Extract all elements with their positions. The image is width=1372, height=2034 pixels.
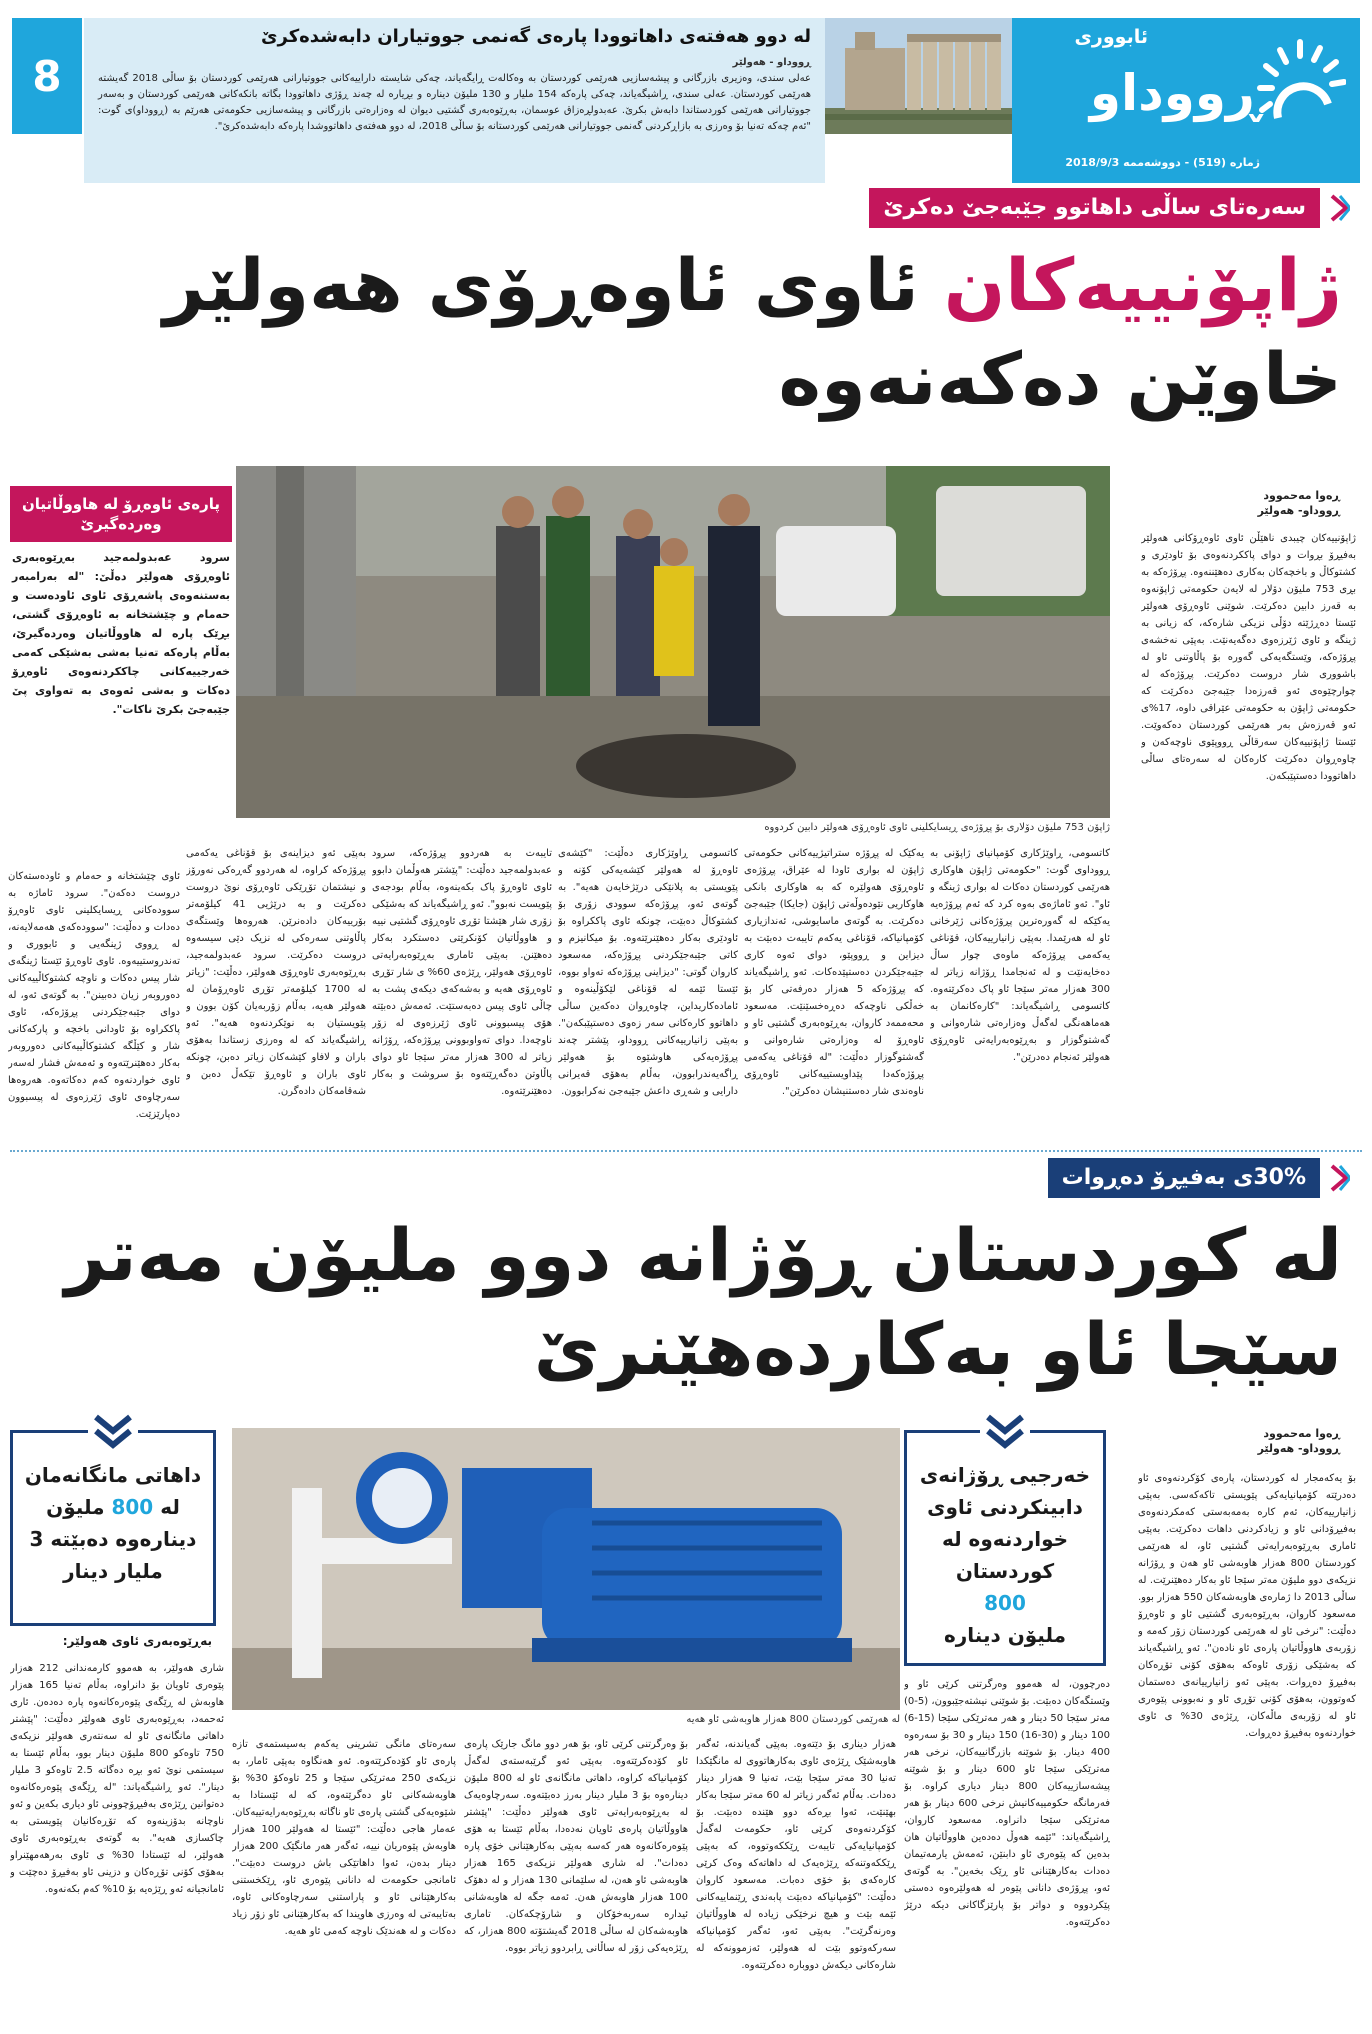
chevron-down-icon — [980, 1411, 1030, 1453]
story2-byline — [1190, 1426, 1340, 1456]
kicker-arrow-icon — [1320, 188, 1358, 228]
story1-col-5: تایبەت بە هەردوو پڕۆژەکە، سرود عەبدولمەجید دەڵێت: "پێشتر هەوڵمان دابوو ئاوی ئاوەڕۆ پاک بکەینەوە، بەڵام بودجەی پێویست نەبوو". ئەو ڕاشیگەیاند کە بەشێکی زۆری شار هێشتا تۆڕی ئاوەڕۆی گشتیی نییە و هاووڵاتیان کۆنکرێتی دەستکرد بەکار دەهێنن. بەپێی ئاماری بەڕێوەبەرایەتی ئاوەڕۆی هەولێر، ڕێژەی 60% ی شار تۆڕی ئاوەڕۆی هەیە و بەشەکەی دیکەی پشت بە چاڵی ئاوی پیس دەبەستێت. ئەمەش دەبێتە هۆی پیسبوونی ئاوی ژێرزەوی لە زۆر ناوچەدا. دوای تەواوبوونی پڕۆژەکە، ڕۆژانە زیاتر لە 300 هەزار مەتر سێجا ئاو دوای پاڵاوتن دەگەڕێتەوە بۆ سروشت و بەکار دەهێنرێتەوە. — [372, 848, 552, 1097]
story1-byline-name: ڕەوا مەحموود — [1263, 489, 1340, 502]
story2-col-3: هەزار دیناری بۆ دێتەوە. بەپێی گەیاندنە، ئەگەر هاوبەشێک ڕێژەی ئاوی بەکارهاتووی لە مانگێکدا تەنیا 30 مەتر سێجا بێت، تەنیا 9 هەزار دینار دەدات. بەڵام ئەگەر زیاتر لە 60 مەتر سێجا بەکار بهێنێت، ئەوا بڕەکە دوو هێندە دەبێت. بۆ کۆکردنەوەی کرێی ئاو، حکومەت لەگەڵ کۆمپانیایەکی تایبەت ڕێککەوتووە، کە بەپێی ڕێککەوتنەکە ڕێژەیەک لە داهاتەکە وەک کرێی کارەکەی بۆ خۆی دەبات. مەسعود کاروان دەڵێت: "کۆمپانیاکە دەبێت پابەندی ڕێنماییەکانی ئێمە بێت و هیچ نرخێکی زیادە لە هاووڵاتیان وەرنەگرێت". بەپێی ئەو، ئەگەر کۆمپانیاکە سەرکەوتوو بێت لە هەولێر، ئەزموونەکە لە شارەکانی دیکەش دووبارە دەکرێتەوە. — [696, 1739, 896, 1971]
story1-headline-rest: ئاوی ئاوەڕۆی هەولێر — [163, 243, 919, 327]
story1-photo-workers — [236, 466, 1110, 818]
story1-col-7: ئاوی چێشتخانە و حەمام و ئاودەستەکان دروست دەکەن". سرود ئاماژە بە سوودەکانی ڕیسایکلینی ئاوی ئاوەڕۆ دەدات و دەڵێت: "سوودەکەی هەمەلایەنە، لە ڕووی ژینگەیی و ئابووری و تەندروستییەوە. ئاوی ئاوەڕۆ ئێستا ژینگەی شار پیس دەکات و ناوچە کشتوکاڵییەکانی دەوروبەر زیان دەبینن". بە گوتەی ئەو، لە دوای جێبەجێکردنی پڕۆژەکە، ئاوی پاککراوە بۆ ئاودانی باخچە و پارکەکانی شار و کێڵگە کشتوکاڵییەکانی دەوروبەر بەکار دەهێنرێتەوە و ئەمەش فشار لەسەر ئاوی خواردنەوە کەم دەکاتەوە. هەروەها سەرچاوەی ئاوی ژێرزەوی لە پیسبوون دەپارێزێت. — [8, 871, 180, 1120]
story2-callout-monthly-revenue — [10, 1430, 216, 1626]
story2-col-2: دەرچوون، لە هەموو وەرگرتنی کرێی ئاو و وێستگەکان دەبێت. بۆ شوێنی نیشتەجێبوون، (5-0) مەتر سێجا 50 دینار و هەر مەترێکی سێجا (15-6) 100 دینار و (30-16) 150 دینار و 30 بۆ سەرەوە 400 دینار. بۆ شوێنە بازرگانییەکان، نرخی هەر مەترێکی سێجا ئاو 600 دینار و بۆ شوێنە پیشەسازییەکان 800 دینار دیاری کراوە. بۆ فەرمانگە حکومییەکانیش نرخی 600 دینار بۆ هەر مەترێکی سێجا دانراوە. مەسعود کاروان، ڕاشیگەیاند: "ئێمە هەوڵ دەدەین هاووڵاتیان هان بدەین کە پێوەری ئاو دابنێن، ئەمەش یارمەتیمان دەدات بەکارهێنانی ئاو ڕێک بخەین". بە گوتەی ئەو، پڕۆژەی دانانی پێوەر لە هەولێرەوە دەستی پێکردووە و دواتر بۆ پارێزگاکانی دیکە درێژ دەکرێتەوە. — [904, 1679, 1110, 1928]
teaser-box — [84, 18, 825, 183]
callout-left-number: 800 — [111, 1495, 154, 1519]
teaser-title: لە دوو هەفتەی داهاتوودا پارەی گەنمی جووتیاران دابەشدەکرێ — [261, 26, 811, 47]
masthead — [6, 18, 1366, 183]
story1-col-6: بەپێی ئەو دیزاینەی بۆ قۆناغی یەکەمی پڕۆژەکە کراوە، لە هەردوو گەڕەکی نەورۆز و نیشتمان تۆڕێکی ئاوەڕۆی نوێ دروست دەکرێت و بە درێژیی 41 کیلۆمەتر بۆرییەکان دادەنرێن. هەروەها وێستگەی پاڵاوتنی سەرەکی لە نزیک دێی سیسەوە دروست دەکرێت. سرود عەبدولمەجید، بەڕێوەبەری ئاوەڕۆی هەولێر، دەڵێت: "زیاتر لە 1700 کیلۆمەتر تۆڕی ئاوەڕۆمان لە هەولێر هەیە، بەڵام زۆربەیان کۆن بوون و پێویستیان بە نوێکردنەوە هەیە". ئەو ڕاشیگەیاند کە لە وەرزی زستاندا بەهۆی باران و لافاو کێشەکان زیاتر دەبن، چونکە ئاوی باران و ئاوەڕۆ تێکەڵ دەبن و شەقامەکان دادەگرن. — [186, 848, 366, 1097]
callout-left-line2-pre: لە — [160, 1495, 180, 1519]
chevron-down-icon — [88, 1411, 138, 1453]
story1-photo-caption: ژاپۆن 753 ملیۆن دۆلاری بۆ پڕۆژەی ڕیسایکلینی ئاوی ئاوەڕۆی هەولێر دابین کردووە — [764, 822, 1110, 833]
callout-left-line2-post: ملیۆن — [46, 1495, 105, 1519]
story1-headline-red: ژاپۆنییەکان — [943, 243, 1342, 327]
story2-kicker-text: 30%ی بەفیڕۆ دەڕوات — [1048, 1158, 1320, 1198]
callout-left-source: بەڕێوەبەری ئاوی هەولێر: — [62, 1634, 212, 1648]
story1-col-2: کاتسومی، ڕاوێژکاری کۆمپانیای ژاپۆنی بە ڕووداوی گوت: "حکومەتی ژاپۆن هاوکاری هەرێمی کوردستان دەکات لە بواری ژینگە و ئاو". ئەو ئاماژەی بەوە کرد کە ئەم پڕۆژەیە یەکێکە لە گەورەترین پڕۆژەکانی ژێرخانی ئاو لە هەرێمدا. بەپێی زانیارییەکان، قۆناغی یەکەمی پڕۆژەکە ماوەی چوار ساڵ دەخایەنێت و لە ئەنجامدا ڕۆژانە زیاتر لە 300 هەزار مەتر سێجا ئاو پاک دەکرێتەوە. کاتسومی ڕاشیگەیاند: "کارەکانمان بە هەماهەنگی لەگەڵ وەزارەتی شارەوانی و گەشتوگوزار و بەڕێوەبەرایەتی ئاوەڕۆی هەولێر ئەنجام دەدرێن". — [930, 848, 1110, 1063]
story1-headline — [42, 238, 1342, 426]
story2-col-5: سەرەتای مانگی تشرینی یەکەم بەسیستمەی تازە پارەی ئاو کۆدەکرێتەوە. ئەو هەنگاوە بەپێی ئامار، بە نزیکەی 250 مەترێکی سێجا و 25 تاوەکۆ 30% بۆ هاوبەشەکانی ئاو دەگرێتەوە، کە لە ئێستادا بە شێوەیەکی گشتی پارەی ئاو ناگاتە بەڕێوەبەرایەتییەکان. عەمار هاجی دەڵێت: "ئێستا لە هەولێر 100 هەزار هاوبەش پێوەریان نییە، ئەگەر هەر مانگێک 200 هەزار دینار بدەن، ئەوا داهاتێکی باش دروست دەبێت". ئامانجی حکومەت لە دانانی پێوەری ئاو، ڕێکخستنی بەکارهێنانی ئاو و پاراستنی سەرچاوەکانی ئاوە، بەتایبەتی لە وەرزی هاویندا کە بەکارهێنانی ئاو زۆر زیاد دەکات و لە هەندێک ناوچە کەمی ئاو هەیە. — [232, 1739, 456, 1937]
story2-col-1: بۆ یەکەمجار لە کوردستان، پارەی کۆکردنەوەی ئاو دەدرێتە کۆمپانیایەکی پێویستی تاکەکەسی. بەپێی زانیارییەکان، ئەم کارە بەمەبەستی کەمکردنەوەی بەفیڕۆدانی ئاو و زیادکردنی داهات دەکرێت. بەپێی ئاماری بەڕێوەبەرایەتی گشتیی ئاو، لە هەرێمی کوردستان 800 هەزار هاوبەشی ئاو هەن و ڕۆژانە نزیکەی دوو ملیۆن مەتر سێجا ئاو بەکار دەهێنرێت. لە ساڵی 2013 دا ژمارەی هاوبەشەکان 550 هەزار بوو. مەسعود کاروان، بەڕێوەبەری گشتیی ئاو و ئاوەڕۆ دەڵێت: "نرخی ئاو لە هەرێمی کوردستان زۆر کەمە و زۆربەی هاووڵاتیان پارەی ئاو نادەن". ئەو ڕاشیگەیاند کە بەشێکی زۆری ئاوەکە بەهۆی کۆنی تۆڕەکان بەفیڕۆ دەڕوات. بەپێی ئەو زانیارییانەی دەستمان کەوتوون، بەهۆی کۆنی تۆڕی ئاو و نەبوونی پێوەری ئاو لە زۆربەی ماڵەکان، ڕێژەی 30% ی ئاوی خواردنەوە بەفیڕۆ دەڕوات. — [1138, 1473, 1356, 1739]
teaser-body: عەلی سندی، وەزیری بازرگانی و پیشەسازیی هەرێمی کوردستان بە وەکالەت ڕایگەیاند، چەکی شایستە داراییەکانی جووتیارانی هەرێمی کوردستان بۆ ساڵی 2018 گەیشتە هەرێمی کوردستان. عەلی سندی، ڕاشیگەیاند، چەکی پارەکە 154 ملیار و 130 ملیۆن دینارە و بڕیارە لە چەند ڕۆژی داهاتوودا بگاتە بانکەکانی هەرێمی کوردستان و بەسەر جووتیارانی هەرێمی کوردستاندا دابەش بکرێ. عەبدولڕەزاق عوسمان، بەڕێوەبەری گشتیی دیوان لە وەزارەتی بازرگانی و پیشەسازیی حکومەتی هەرێم بە (ڕووداو)ی گوت: "ئەم چەکە تەنیا بۆ وەرزی بە بازاڕکردنی گەنمی جووتیارانی هەرێمی کوردستانە بۆ ساڵی 2018، لە دوو هەفتەی داهاتووشدا پارەکە دابەشدەکرێ". — [98, 73, 812, 132]
callout-left-line3: دینارەوە دەبێتە 3 — [29, 1527, 197, 1551]
story2-photo-caption: لە هەرێمی کوردستان 800 هەزار هاوبەشی ئاو هەیە — [686, 1714, 900, 1725]
story2-callout-daily-cost — [904, 1430, 1106, 1666]
brand-logo-box — [1012, 18, 1360, 183]
logo-wordmark: ڕووداو — [1089, 64, 1260, 122]
story1-sidebar-body: سرود عەبدولمەجید بەڕێوەبەری ئاوەڕۆی هەولێر دەڵێ: "لە بەرامبەر بەستنەوەی پاشەڕۆی ئاوی ئاودەست و حەمام و چێشتخانە بە ئاوەڕۆی گشتی، بڕێک پارە لە هاووڵاتیان وەردەگیرێ، بەڵام پارەکە تەنیا بەشی بەشێکی کەمی خەرجییەکانی چاککردنەوەی ئاوەڕۆ دەکات و بەشی ئەوەی بە تەواوی پێ جێبەجێ بکرێ ناکات". — [12, 551, 230, 716]
story2-headline-line2: سێجا ئاو بەکاردەهێنرێ — [533, 1307, 1342, 1391]
section-tag: ئابووری — [1074, 26, 1148, 48]
story-divider — [10, 1150, 1362, 1152]
story1-headline-line1 — [42, 238, 1342, 332]
sun-logo-icon — [1256, 34, 1346, 124]
story1-col-1: ژاپۆنییەکان چیبدی ناهێڵن ئاوی ئاوەڕۆکانی هەولێر بەفیڕۆ بڕوات و دوای پاککردنەوەی بۆ ئاودێری و کشتوکاڵ و باخچەکان بەکاری دەهێننەوە. پڕۆژەکە بە بڕی 753 ملیۆن دۆلار لە لایەن حکومەتی ژاپۆنەوە بە قەرز دابین دەکرێت. شوێنی ئاوەڕۆی هەولێر ئێستا دەڕژێتە دۆڵی نزیکی شارەکە، کە زیانی بە ژینگە و ئاوی ژێرزەوی دەگەیەنێت. بەپێی نەخشەی پڕۆژەکە، وێستگەیەکی گەورە بۆ پاڵاوتنی ئاو لە باشووری شار دروست دەکرێت. پڕۆژەکە لە چوارچێوەی ئەو قەرزەدا جێبەجێ دەکرێت کە حکومەتی ژاپۆن بە حکومەتی عێراقی داوە، 17%ی ئەو قەرزەش بەر هەرێمی کوردستان دەکەوێت. ئێستا ژاپۆنییەکان سەرقاڵی ڕووپێوی ناوچەکەن و چاوەڕوان دەکرێت کارەکان لە سەرەتای ساڵی داهاتوودا دەستپێبکەن. — [1141, 533, 1356, 782]
callout-right-number: 800 — [984, 1591, 1026, 1615]
story2-photo-water-pump — [232, 1428, 900, 1710]
story2-byline-place: ڕووداو- هەولێر — [1257, 1442, 1340, 1455]
story1-col-4: کاتسومی ڕاوێژکاری دەڵێت: "کێشەی ئاوەڕۆ لە هەولێر کێشەیەکی کۆنە و پێویستی بە پلانێکی درێژخایەن هەیە". بە گوتەی ئەو، پڕۆژەکە سوودی زۆری بۆ کشتوکاڵ دەبێت، چونکە ئاوی پاککراوە بۆ ئاودێری بەکار دەهێنرێتەوە. بۆ میکانیزم و کاتی جێبەجێکردنی پڕۆژەکە، مەسعود کاروان گوتی: "دیزاینی پڕۆژەکە تەواو بووە، ئێستا ئێمە لە قۆناغی لێکۆڵینەوە و ئامادەکاریداین، چاوەڕوان دەکەین ساڵی داهاتوو کارەکانی سەر زەوی دەستپێبکەن". بەپێی زانیارییەکانی ڕووداو، پێشتر چەند پڕۆژەیەکی هاوشێوە بۆ هەولێر ڕاگەیەندرابوون، بەڵام بەهۆی قەیرانی دارایی و شەڕی داعش جێبەجێ نەکرابوون. — [558, 848, 738, 1097]
callout-right-line2: دابینکردنی ئاوی — [927, 1495, 1083, 1519]
teaser-photo-silos — [825, 18, 1012, 134]
story1-sidebar-head: پارەی ئاوەڕۆ لە هاووڵاتیان وەردەگیرێ — [10, 486, 232, 542]
callout-right-line1: خەرجیی ڕۆژانەی — [919, 1463, 1091, 1487]
story2-col-6: شاری هەولێر، بە هەموو کارمەندانی 212 هەزار پێوەری ئاویان بۆ دانراوە، بەڵام تەنیا 165 هەزار هاوبەش لە ڕێگەی پێوەرەکانەوە پارە دەدەن. ئاری ئەحمەد، بەڕێوەبەری ئاوی هەولێر دەڵێت: "پێشتر داهاتی مانگانەی ئاو لە سەنتەری هەولێر نزیکەی 750 تاوەکو 800 ملیۆن دینار بوو، بەڵام ئێستا بە سیستمی نوێ ئەو بڕە دەگاتە 2.5 تاوەکو 3 ملیار دینار". ئەو ڕاشیگەیاند: "لە ڕێگەی پێوەرەکانەوە دەتوانین ڕێژەی بەفیڕۆچوونی ئاو دیاری بکەین و ئەو ناوچانە بدۆزینەوە کە تۆڕەکانیان پێویستی بە چاکسازی هەیە". بە گوتەی بەڕێوەبەری ئاوی هەولێر، لە ئێستادا 30% ی ئاوی بەرهەمهێنراو بەهۆی کۆنی تۆڕەکان و دزینی ئاو بەفیڕۆ دەچێت و ئامانجیانە ئەو ڕێژەیە بۆ 10% کەم بکەنەوە. — [10, 1663, 224, 1895]
callout-right-line3: خواردنەوە لە — [941, 1527, 1069, 1551]
teaser-byline: ڕووداو - هەولێر — [732, 57, 811, 68]
callout-left-line4: ملیار دینار — [63, 1559, 163, 1583]
story2-headline-line1: لە کوردستان ڕۆژانە دوو ملیۆن مەتر — [64, 1213, 1342, 1297]
story1-byline — [1190, 488, 1340, 518]
story1-byline-place: ڕووداو- هەولێر — [1257, 504, 1340, 517]
callout-right-line4: کوردستان — [955, 1559, 1055, 1583]
story1-col-3: یەکێک لە پڕۆژە ستراتیژییەکانی حکومەتی ژاپۆن لە بواری ئاودا لە عێراق، پڕۆژەی ئاوەڕۆی هەولێرە کە بە هاوکاری بانکی هاوکاریی نێودەوڵەتی ژاپۆن (جایکا) جێبەجێ دەکرێت. بە گوتەی ماسایوشی، ئەندازیاری کۆمپانیاکە، قۆناغی یەکەم تایبەت دەبێت بە دیزاین و ڕووپێو، دوای ئەوە کاری جێبەجێکردن دەستپێدەکات. ئەو ڕاشیگەیاند کە پڕۆژەکە 5 هەزار دەرفەتی کار بۆ خەڵکی ناوچەکە دەڕەخسێنێت. مەسعود محەممەد کاروان، بەڕێوەبەری گشتیی ئاو و ئاوەڕۆ لە وەزارەتی شارەوانی و گەشتوگوزار دەڵێت: "لە قۆناغی یەکەمی پڕۆژەکەدا پێداویستییەکانی ئاوەڕۆی ناوەندی شار دەستنیشان دەکرێن". — [744, 848, 924, 1097]
story2-col-4: بۆ وەرگرتنی کرێی ئاو، بۆ هەر دوو مانگ جارێک پارەی ئاو کۆدەکرێتەوە. بەپێی ئەو گرێبەستەی لەگەڵ کۆمپانیاکە کراوە، داهاتی مانگانەی ئاو لە 800 ملیۆن دینارەوە بۆ 3 ملیار دینار بەرز دەبێتەوە. سەرچاوەیەک لە بەڕێوەبەرایەتی ئاوی هەولێر دەڵێت: "پێشتر هاووڵاتیان پارەی ئاویان نەدەدا، بەڵام ئێستا بە هۆی پێوەرەکانەوە هەر کەسە بەپێی بەکارهێنانی خۆی پارە دەدات". لە شاری هەولێر نزیکەی 165 هەزار هاوبەشی ئاو هەن، لە سلێمانی 130 هەزار و لە دهۆک 100 هەزار هاوبەش هەن. ئەمە جگە لە هاوبەشانی ئیدارە سەربەخۆکان و شارۆچکەکان. تاماری هاوبەشەکان لە ساڵی 2018 گەیشتۆتە 800 هەزار، کە ڕێژەیەکی زۆر لە ساڵانی ڕابردوو زیاتر بووە. — [464, 1739, 688, 1954]
story2-headline — [42, 1208, 1342, 1396]
story1-kicker-text: سەرەتای ساڵی داهاتوو جێبەجێ دەکرێ — [869, 188, 1320, 228]
callout-left-line2 — [23, 1491, 203, 1523]
callout-left-line1: داهاتی مانگانەمان — [24, 1463, 202, 1487]
page-number: 8 — [12, 18, 82, 134]
kicker-arrow-icon — [1320, 1158, 1358, 1198]
story2-byline-name: ڕەوا مەحموود — [1263, 1427, 1340, 1440]
story2-kicker — [1048, 1158, 1358, 1198]
issue-date-line: ژمارە (519) - دووشەممە 2018/9/3 — [1065, 156, 1260, 169]
story1-kicker — [869, 188, 1358, 228]
story1-headline-line2: خاوێن دەکەنەوە — [778, 337, 1342, 421]
callout-right-line5: ملیۆن دینارە — [943, 1623, 1067, 1647]
